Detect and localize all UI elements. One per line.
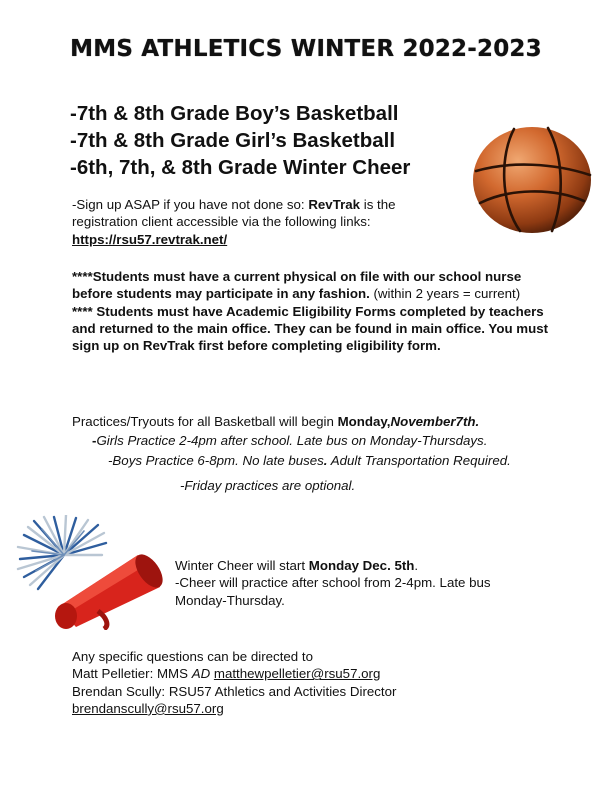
pompom-icon	[18, 515, 106, 589]
physical-note: (within 2 years = current)	[369, 286, 521, 302]
registration-section	[72, 196, 492, 248]
registration-line2: registration client accessible via the following links:	[72, 214, 371, 230]
girls-practice-line	[72, 432, 552, 449]
revtrak-label: RevTrak	[308, 197, 361, 212]
sports-list	[70, 100, 410, 181]
sport-item-winter-cheer: -6th, 7th, & 8th Grade Winter Cheer	[70, 156, 411, 179]
matt-email-link[interactable]: matthewpelletier@rsu57.org	[213, 666, 381, 682]
boys-practice-line	[72, 452, 552, 469]
cheer-start-line	[175, 557, 535, 574]
registration-text: -Sign up ASAP if you have not done so:	[72, 197, 309, 212]
cheer-pompom-megaphone-image	[14, 515, 166, 630]
physical-requirement: ****Students must have a current physical on file with our school nurse before students may participate in any fashion.	[72, 269, 522, 302]
cheer-date-end: .	[414, 558, 419, 573]
boys-dot: .	[323, 452, 328, 468]
girls-practice: Girls Practice 2-4pm after school. Late bus on Monday-Thursdays.	[96, 433, 488, 449]
contact-section	[72, 648, 552, 717]
revtrak-link[interactable]: https://rsu57.revtrak.net/	[72, 231, 228, 247]
cheer-intro: Winter Cheer will start	[175, 558, 309, 573]
matt-name: Matt Pelletier: MMS	[72, 666, 192, 682]
practices-intro: Practices/Tryouts for all Basketball will begin	[72, 414, 338, 429]
girls-dash: -	[92, 433, 97, 449]
boys-transport: Adult Transportation Required.	[327, 452, 511, 468]
cheer-date: Monday Dec. 5th	[308, 558, 415, 573]
boys-practice: -Boys Practice 6-8pm. No late buses	[108, 452, 324, 468]
practices-section	[72, 413, 552, 494]
friday-practice: -Friday practices are optional.	[180, 477, 356, 493]
eligibility-requirement: **** Students must have Academic Eligibility Forms completed by teachers and returned to the main office. They can be found in main office. You must sign up on RevTrak first before completing eligibility form.	[72, 303, 549, 354]
megaphone-icon	[55, 550, 166, 629]
matt-contact-line	[72, 665, 552, 682]
practices-date-italic: November7th.	[390, 414, 480, 429]
requirements-section	[72, 268, 552, 354]
brendan-contact-line: Brendan Scully: RSU57 Athletics and Activities Director	[72, 683, 397, 699]
sport-item-girls-basketball: -7th & 8th Grade Girl’s Basketball	[70, 129, 396, 152]
cheer-section	[175, 557, 535, 609]
sport-item-boys-basketball: -7th & 8th Grade Boy’s Basketball	[70, 102, 399, 125]
practices-intro-line	[72, 413, 552, 430]
practices-date: Monday,	[337, 414, 391, 429]
contact-intro: Any specific questions can be directed to	[72, 649, 313, 664]
page-title: MMS ATHLETICS WINTER 2022-2023	[70, 36, 542, 62]
brendan-email-link[interactable]: brendanscully@rsu57.org	[72, 700, 224, 716]
cheer-details: -Cheer will practice after school from 2-4pm. Late bus Monday-Thursday.	[175, 575, 491, 608]
registration-text-end: is the	[360, 197, 396, 212]
matt-role: AD	[191, 666, 211, 682]
